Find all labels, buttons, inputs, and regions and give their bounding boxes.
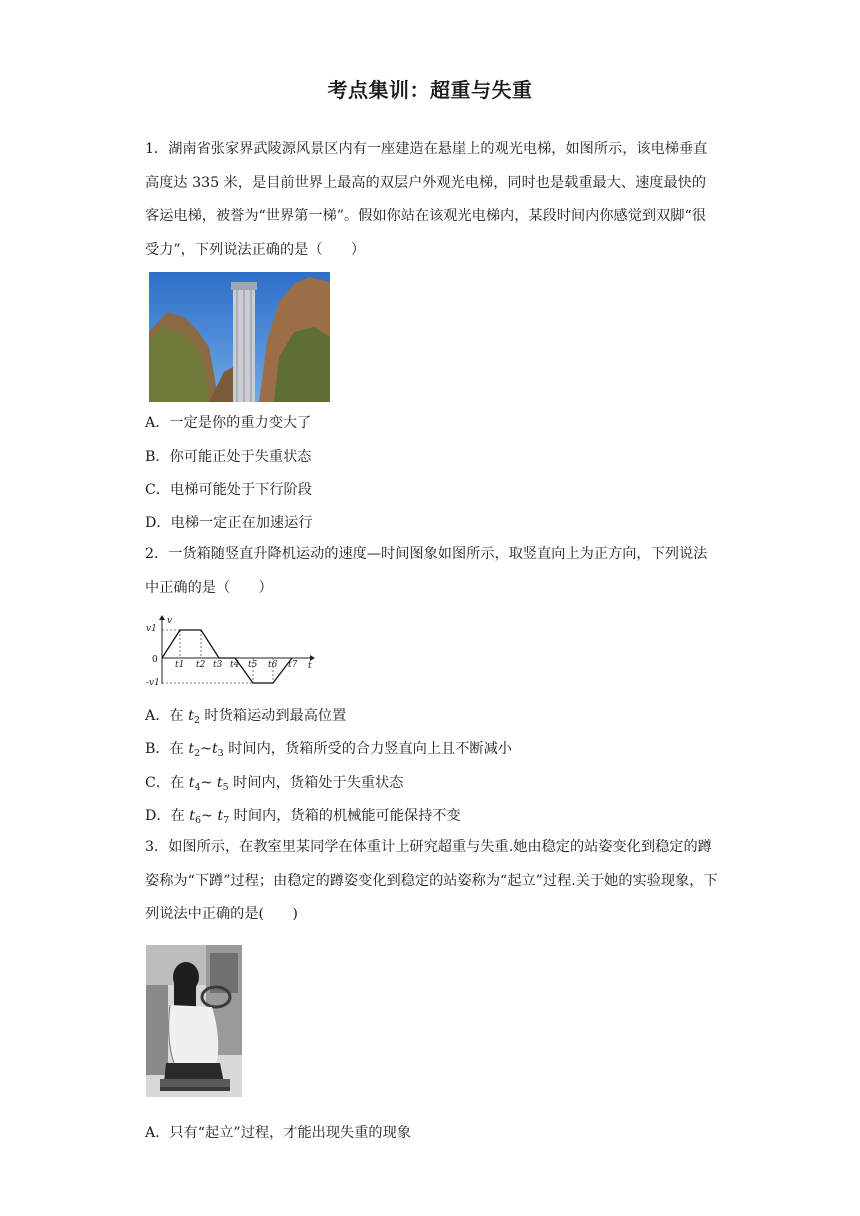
question-2-option-c: C．在 $t_4\sim$ $t_5$ 时间内，货箱处于失重状态: [145, 775, 404, 793]
graph-tick-t5: t5: [248, 660, 258, 670]
question-1-option-b: B．你可能正处于失重状态: [145, 449, 312, 465]
question-3-option-a: A．只有“起立”过程，才能出现失重的现象: [145, 1125, 411, 1141]
question-3-stem: 3．如图所示，在教室里某同学在体重计上研究超重与失重.她由稳定的站姿变化到稳定的蹲姿称为“下蹲”过程；由稳定的蹲姿变化到稳定的站姿称为“起立”过程.关于她的实验现象，下列说法中正确的是( ): [145, 839, 718, 922]
question-2-option-d: D．在 $t_6\sim$ $t_7$ 时间内，货箱的机械能可能保持不变: [145, 808, 461, 826]
graph-neg-v1-label: -v1: [146, 678, 160, 688]
student-squatting-on-scale-photo: [146, 945, 242, 1097]
question-2-stem: 2．一货箱随竖直升降机运动的速度—时间图象如图所示，取竖直向上为正方向，下列说法中正确的是（ ）: [145, 546, 708, 596]
question-1-stem: 1．湖南省张家界武陵源风景区内有一座建造在悬崖上的观光电梯，如图所示，该电梯垂直高度达 335 米，是目前世界上最高的双层户外观光电梯，同时也是载重最大、速度最快的客运电梯，被誉为“世界第一梯”。假如你站在该观光电梯内，某段时间内你感觉到双脚“很受力”，下列说法正确的是（ ）: [145, 141, 708, 258]
question-1-option-a: A．一定是你的重力变大了: [145, 415, 312, 431]
question-2-option-b: B．在 $t_2\sim t_3$ 时间内，货箱所受的合力竖直向上且不断减小: [145, 741, 512, 759]
velocity-time-graph: [146, 614, 316, 688]
graph-v1-label: v1: [146, 624, 157, 634]
graph-tick-t6: t6: [268, 660, 278, 670]
page-title: 考点集训：超重与失重: [327, 78, 533, 102]
graph-tick-t1: t1: [175, 660, 185, 670]
graph-axis-t-label: t: [308, 661, 312, 671]
graph-origin-label: 0: [152, 655, 158, 665]
graph-tick-t4: t4: [230, 660, 240, 670]
question-2-option-a: A．在 $t_2$ 时货箱运动到最高位置: [145, 708, 347, 726]
graph-tick-t7: t7: [288, 660, 298, 670]
sightseeing-elevator-photo: [149, 272, 330, 402]
graph-tick-t3: t3: [213, 660, 223, 670]
question-1-option-d: D．电梯一定正在加速运行: [145, 515, 313, 531]
question-1-option-c: C．电梯可能处于下行阶段: [145, 482, 312, 498]
graph-tick-t2: t2: [196, 660, 206, 670]
graph-axis-v-label: v: [167, 616, 173, 626]
